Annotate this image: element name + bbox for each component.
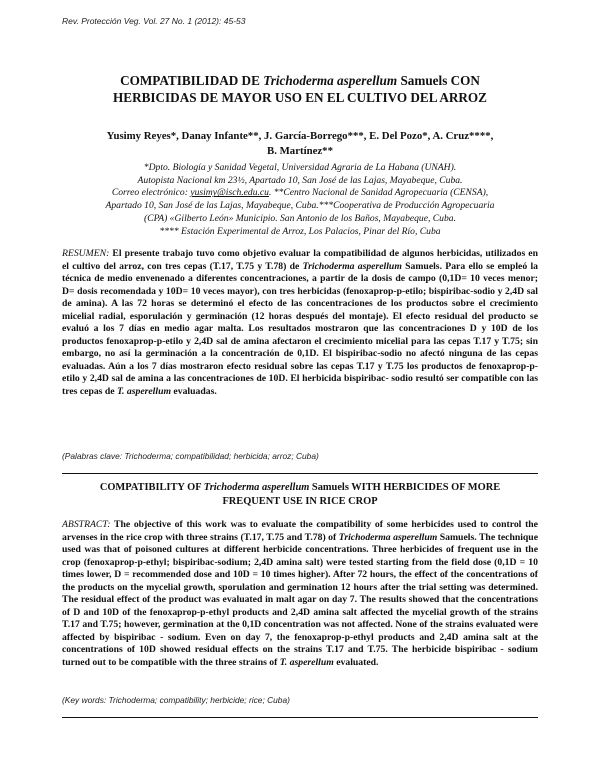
authors-line2: B. Martínez** <box>267 145 333 157</box>
title-line1-pre: COMPATIBILIDAD DE <box>120 73 264 88</box>
author-list <box>70 129 530 159</box>
affiliation-line4: Apartado 10, San José de las Lajas, Mayabeque, Cuba.***Cooperativa de Producción Agropecuaria <box>105 200 495 212</box>
resumen-species: Trichoderma asperellum <box>302 260 402 272</box>
resumen-paragraph <box>62 248 538 399</box>
paper-title <box>70 72 530 106</box>
abstract-species: Trichoderma asperellum <box>338 531 438 543</box>
affiliation-line3-post: . **Centro Nacional de Sanidad Agropecuaria (CENSA), <box>268 187 489 199</box>
palabras-clave: (Palabras clave: Trichoderma; compatibilidad; herbicida; arroz; Cuba) <box>62 451 319 461</box>
abstract-text-3: evaluated. <box>333 657 379 669</box>
affiliation-line6: **** Estación Experimental de Arroz, Los Palacios, Pinar del Río, Cuba <box>159 225 441 237</box>
abstract-species-short: T. asperellum <box>279 657 334 669</box>
title-species: Trichoderma asperellum <box>263 73 398 88</box>
journal-citation: Rev. Protección Veg. Vol. 27 No. 1 (2012): 45-53 <box>62 16 246 26</box>
title-line1-post: Samuels CON <box>397 73 480 88</box>
key-words: (Key words: Trichoderma; compatibility; herbicide; rice; Cuba) <box>62 695 290 705</box>
resumen-text-1: El presente trabajo tuvo como objetivo evaluar la compatibilidad de algunos herbicidas, utilizados en el cultivo del arroz, con tres cepas (T.17, T.75 y T.78) de <box>62 248 538 272</box>
affiliation-line5: (CPA) «Gilberto León» Municipio. San Antonio de los Baños, Mayabeque, Cuba. <box>144 212 456 224</box>
abstract-paragraph <box>62 519 538 670</box>
resumen-text-3: evaluadas. <box>171 386 217 398</box>
affiliation-line2: Autopista Nacional km 23½, Apartado 10, San José de las Lajas, Mayabeque, Cuba. <box>137 174 463 186</box>
english-title <box>70 481 530 509</box>
abstract-text-1: The objective of this work was to evaluate the compatibility of some herbicides used to control the arvenses in the rice crop with three strains (T.17, T.75 and T.78) of <box>62 519 538 543</box>
abstract-label: ABSTRACT: <box>62 519 111 530</box>
resumen-text-2: Samuels. Para ello se empleó la técnica de medio envenenado a diferentes concentraciones, a partir de la dosis de campo (0,1D= 10 veces menor; D= dosis recomendada y 10D= 10 veces mayor), con tres herbicidas (fenoxaprop-p-etilo; bispiribac-sodio y 2,4D sal de amina). A las 72 horas se determinó el efecto de las concentraciones de los productos sobre el crecimiento micelial radial, esporulación y germinación (12 horas después del montaje). El efecto residual del producto se evaluó a los 7 días en medio agar malta. Los resultados mostraron que las concentraciones D y 10D de los productos fenoxaprop-p-etilo y 2,4D sal de amina afectaron el crecimiento micelial para las cepas T.17 y T.75; sin embargo, no así la germinación a la concentración de 0,1D. El bispiribac-sodio no afectó ninguna de las cepas evaluadas. Aún a los 7 días mostraron efecto residual sobre las cepas T.17 y T.75 los productos de fenoxaprop-p-etilo y 2,4D sal de amina a las concentraciones de 10D. El herbicida bispiribac- sodio resultó ser compatible con las tres cepas de <box>62 260 538 398</box>
abstract-text-2: Samuels. The technique used was that of poisoned cultures at different herbicide concentrations. Three herbicides of frequent use in the crop (fenoxaprop-p-ethyl; bispiribac-sodium; 2,4D amina salt) were tested starting from the field dose (0,1D = 10 times lower, D = recommended dose and 10D = 10 times higher). After 72 hours, the effect of the concentrations of the products on the mycelial growth, sporulation and germination 12 hours after the trial setting was determined. The residual effect of the product was evaluated in malt agar on day 7. The results showed that the concentrations of D and 10D of the fenoxaprop-p-ethyl products and 2,4D amina salt affected the mycelial growth of the strains T.17 and T.75; however, germination at the 0,1D concentration was not affected. None of the strains evaluated were affected by bispiribac - sodium. Even on day 7, the fenoxaprop-p-ethyl products and 2,4D amina salt at the concentrations of 10D showed residual effects on the strains T.17 and T.75. The herbicide bispiribac - sodium turned out to be compatible with the three strains of <box>62 531 538 669</box>
affiliation-line1: *Dpto. Biología y Sanidad Vegetal, Universidad Agraria de La Habana (UNAH). <box>143 162 457 173</box>
affiliation-line3-pre: Correo electrónico: <box>111 187 191 199</box>
english-title-post: Samuels WITH HERBICIDES OF MORE FREQUENT USE IN RICE CROP <box>222 482 501 507</box>
authors-line1: Yusimy Reyes*, Danay Infante**, J. García-Borrego***, E. Del Pozo*, A. Cruz****, <box>106 130 494 142</box>
section-divider-bottom <box>62 717 538 718</box>
resumen-species-short: T. asperellum <box>116 386 171 398</box>
email-link[interactable]: yusimy@isch.edu.cu <box>190 187 269 199</box>
title-line2: HERBICIDAS DE MAYOR USO EN EL CULTIVO DEL ARROZ <box>113 90 487 105</box>
affiliations <box>62 162 538 238</box>
english-title-species: Trichoderma asperellum <box>203 482 310 493</box>
english-title-pre: COMPATIBILITY OF <box>99 482 204 493</box>
section-divider <box>62 473 538 474</box>
resumen-label: RESUMEN: <box>62 248 110 259</box>
